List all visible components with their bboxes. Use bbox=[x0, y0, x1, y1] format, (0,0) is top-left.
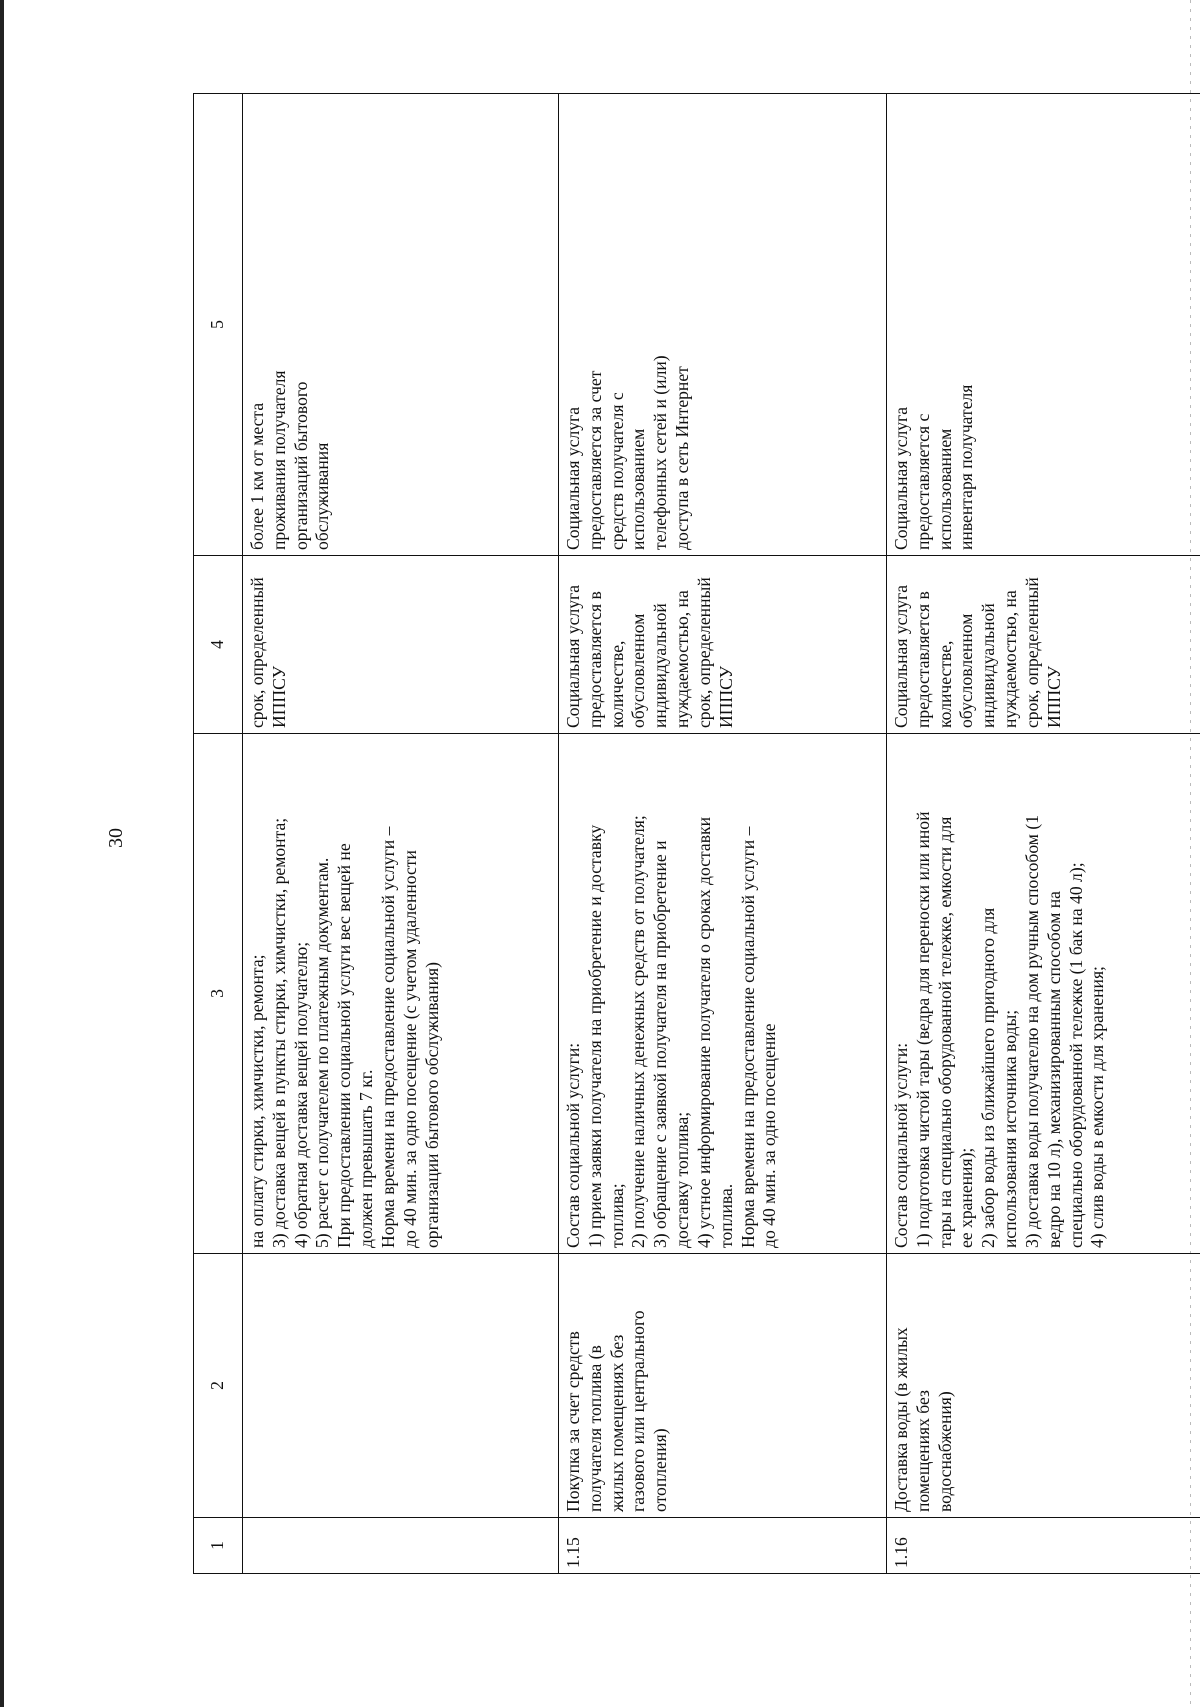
cell-line: Доставка воды (в жилых bbox=[891, 1327, 911, 1512]
cell-line: тары на специально оборудованной тележке, емкости для bbox=[934, 816, 955, 1248]
cell-line: 4) устное информирование получателя о сроках доставки bbox=[693, 817, 714, 1248]
service-conditions-cell bbox=[243, 94, 559, 556]
row-number-cell bbox=[243, 1518, 559, 1574]
cell-line: индивидуальной bbox=[650, 603, 671, 728]
cell-line: доступа в сеть Интернет bbox=[672, 366, 693, 550]
cell-line: обусловленном bbox=[956, 613, 977, 728]
cell-line: Социальная услуга bbox=[891, 584, 911, 728]
cell-line: Норма времени на предоставление социальной услуги – bbox=[377, 826, 398, 1248]
cell-line: нуждаемостью, на bbox=[672, 590, 693, 728]
cell-line: предоставляется в bbox=[912, 591, 933, 728]
cell-line: ее хранения); bbox=[956, 1147, 977, 1248]
table-row bbox=[243, 94, 559, 1574]
cell-line: до 40 мин. за одно посещение (с учетом удаленности bbox=[399, 850, 420, 1248]
header-cell: 2 bbox=[194, 1254, 243, 1518]
cell-line: предоставляется в bbox=[584, 591, 605, 728]
cell-line: Социальная услуга bbox=[563, 406, 583, 550]
service-name-cell bbox=[559, 1254, 887, 1518]
cell-line: жилых помещениях без bbox=[606, 1334, 627, 1512]
cell-line: Состав социальной услуги: bbox=[563, 1042, 583, 1248]
cell-line: срок, определенный bbox=[1021, 577, 1042, 728]
cell-line: организации бытового обслуживания) bbox=[421, 962, 442, 1248]
cell-line: обслуживания bbox=[312, 442, 333, 550]
service-conditions-cell bbox=[887, 94, 1200, 556]
page-number: 30 bbox=[105, 828, 127, 848]
cell-line: должен превышать 7 кг. bbox=[356, 1069, 377, 1248]
cell-line: Состав социальной услуги: bbox=[891, 1042, 911, 1248]
service-period-cell bbox=[243, 556, 559, 734]
header-cell: 1 bbox=[194, 1518, 243, 1574]
cell-line: топлива. bbox=[715, 1183, 736, 1248]
cell-line: специально оборудованной тележке (1 бак на 40 л); bbox=[1065, 862, 1086, 1248]
cell-line: использования источника воды; bbox=[1000, 1009, 1021, 1248]
row-number-cell bbox=[559, 1518, 887, 1574]
header-cell: 4 bbox=[194, 556, 243, 734]
cell-line: на оплату стирки, химчистки, ремонта; bbox=[247, 954, 267, 1248]
cell-line: использованием bbox=[628, 428, 649, 550]
cell-text: 1.15 bbox=[563, 1537, 583, 1568]
service-composition-cell bbox=[243, 734, 559, 1254]
cell-line: Социальная услуга bbox=[563, 584, 583, 728]
cell-line: телефонных сетей и (или) bbox=[650, 355, 671, 550]
rotated-table-container bbox=[193, 94, 1200, 1574]
cell-line: до 40 мин. за одно посещение bbox=[759, 1023, 780, 1248]
cell-line: 1) прием заявки получателя на приобретение и доставку bbox=[584, 824, 605, 1248]
table-header-row bbox=[194, 94, 243, 1574]
cell-line: 1) подготовка чистой тары (ведра для переноски или иной bbox=[912, 811, 933, 1248]
cell-line: газового или центрального bbox=[628, 1310, 649, 1512]
cell-line: 2) получение наличных денежных средств от получателя; bbox=[628, 815, 649, 1248]
cell-line: доставку топлива; bbox=[672, 1111, 693, 1248]
cell-line: количестве, bbox=[606, 640, 627, 728]
cell-line: количестве, bbox=[934, 640, 955, 728]
cell-line: При предоставлении социальной услуги вес вещей не bbox=[334, 843, 355, 1248]
header-cell: 3 bbox=[194, 734, 243, 1254]
cell-line: 3) доставка вещей в пункты стирки, химчистки, ремонта; bbox=[268, 817, 289, 1248]
cell-line: предоставляется за счет bbox=[584, 370, 605, 550]
cell-line: ИППСУ bbox=[715, 665, 736, 728]
cell-line: организаций бытового bbox=[290, 381, 311, 550]
cell-line: ИППСУ bbox=[268, 665, 289, 728]
service-conditions-cell bbox=[559, 94, 887, 556]
service-name-cell bbox=[887, 1254, 1200, 1518]
cell-line: топлива; bbox=[606, 1183, 627, 1248]
service-name-cell bbox=[243, 1254, 559, 1518]
cell-line: обусловленном bbox=[628, 613, 649, 728]
cell-line: срок, определенный bbox=[247, 577, 267, 728]
cell-line: отопления) bbox=[650, 1428, 671, 1512]
cell-line: индивидуальной bbox=[978, 603, 999, 728]
table-row bbox=[559, 94, 887, 1574]
cell-line: проживания получателя bbox=[268, 370, 289, 550]
cell-line: помещениях без bbox=[912, 1390, 933, 1512]
cell-line: инвентаря получателя bbox=[956, 384, 977, 550]
scan-left-edge bbox=[0, 0, 4, 1707]
service-composition-cell bbox=[887, 734, 1200, 1254]
cell-line: Норма времени на предоставление социальной услуги – bbox=[737, 826, 758, 1248]
cell-line: 4) обратная доставка вещей получателю; bbox=[290, 941, 311, 1248]
cell-line: ведро на 10 л), механизированным способом на bbox=[1043, 891, 1064, 1248]
cell-line: более 1 км от места bbox=[247, 402, 267, 550]
cell-line: 3) доставка воды получателю на дом ручным способом (1 bbox=[1021, 815, 1042, 1248]
service-period-cell bbox=[887, 556, 1200, 734]
cell-line: 2) забор воды из ближайшего пригодного для bbox=[978, 907, 999, 1248]
service-period-cell bbox=[559, 556, 887, 734]
service-composition-cell bbox=[559, 734, 887, 1254]
cell-line: Покупка за счет средств bbox=[563, 1331, 583, 1512]
cell-text: 1.16 bbox=[891, 1537, 911, 1568]
cell-line: предоставляется с bbox=[912, 413, 933, 550]
header-cell: 5 bbox=[194, 94, 243, 556]
cell-line: средств получателя с bbox=[606, 392, 627, 550]
cell-line: ИППСУ bbox=[1043, 665, 1064, 728]
cell-line: срок, определенный bbox=[693, 577, 714, 728]
cell-line: нуждаемостью, на bbox=[1000, 590, 1021, 728]
row-number-cell bbox=[887, 1518, 1200, 1574]
cell-line: получателя топлива (в bbox=[584, 1345, 605, 1512]
cell-line: водоснабжения) bbox=[934, 1391, 955, 1512]
services-table bbox=[193, 93, 1200, 1574]
cell-line: 3) обращение с заявкой получателя на приобретение и bbox=[650, 840, 671, 1248]
cell-line: 5) расчет с получателем по платежным документам. bbox=[312, 857, 333, 1248]
cell-line: 4) слив воды в емкости для хранения; bbox=[1087, 966, 1108, 1248]
cell-line: использованием bbox=[934, 428, 955, 550]
cell-line: Социальная услуга bbox=[891, 406, 911, 550]
table-row bbox=[887, 94, 1200, 1574]
